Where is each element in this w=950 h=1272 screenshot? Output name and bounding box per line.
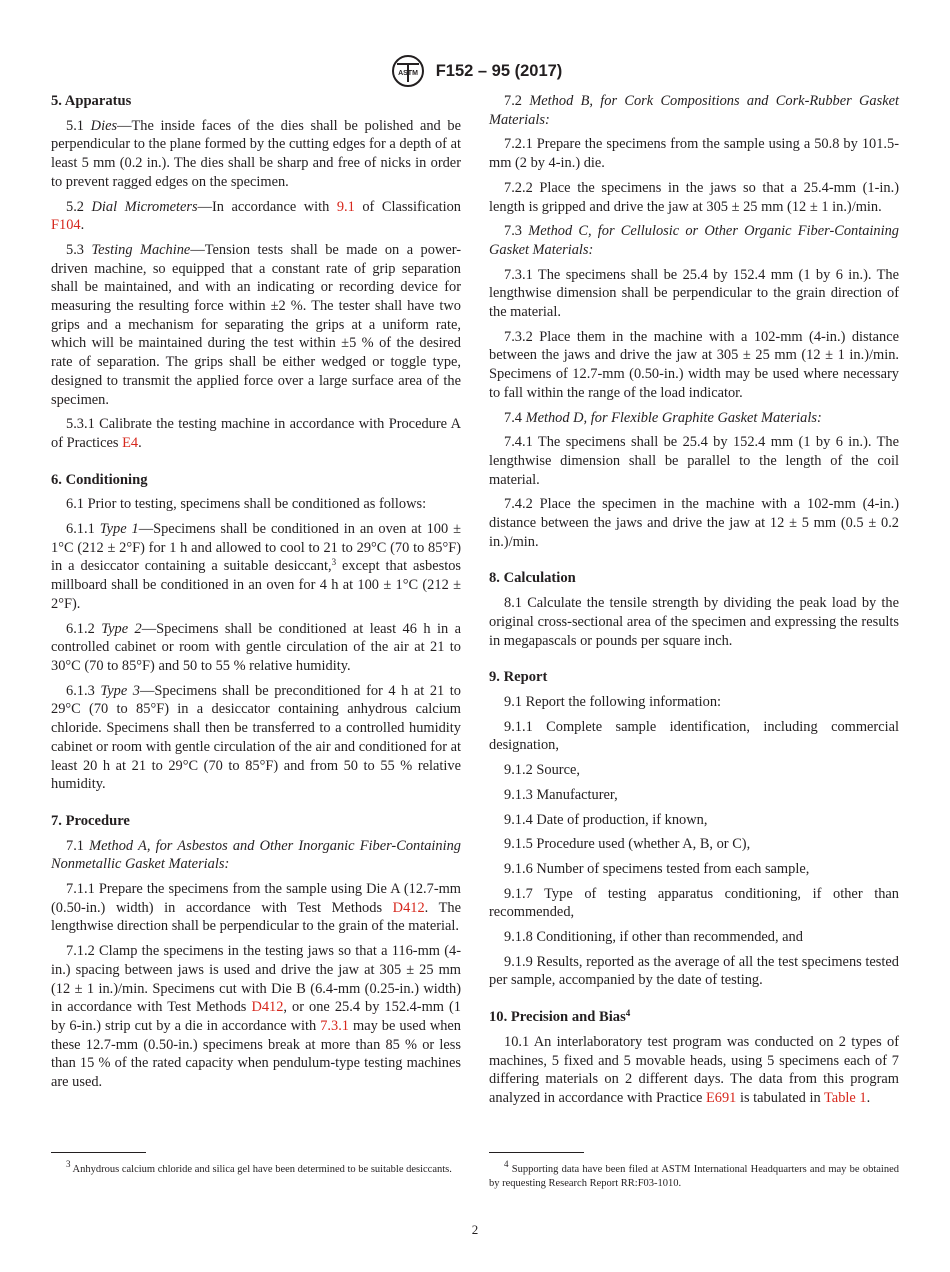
section-heading-calculation: 8. Calculation <box>489 570 576 587</box>
section-heading-precision-bias: 10. Precision and Bias$^4$ <box>489 1008 631 1026</box>
paragraph-7-1: 7.1 Method A, for Asbestos and Other Inorganic Fiber-Containing Nonmetallic Gasket Materials: <box>51 837 461 873</box>
paragraph-7-1-2: 7.1.2 Clamp the specimens in the testing jaws so that a 116-mm (4-in.) spacing between jaws is used and drive the jaw at 305 ± 25 mm (12 ± 1 in.)/min. Specimens cut with Die B (6.4-mm (0.25-in.) width) in accordance with Test Methods D412, or one 25.4 by 152.4-mm (1 by 6-in.) strip cut by a die in accordance with 7.3.1 may be used when these 12.7-mm (0.50-in.) specimens break at more than 85 % or less than 15 % of the rated capacity when pendulum-type testing machines are used. <box>51 943 461 1091</box>
section-heading-apparatus: 5. Apparatus <box>51 93 132 109</box>
section-heading-conditioning: 6. Conditioning <box>51 471 148 488</box>
paragraph-7-3-1: 7.3.1 The specimens shall be 25.4 by 152.4 mm (1 by 6 in.). The lengthwise dimension shall be perpendicular to the grain direction of the material. <box>489 266 899 321</box>
paragraph-5-2: 5.2 Dial Micrometers—In accordance with 9.1 of Classification F104. <box>51 198 461 234</box>
report-item: 9.1.2 Source, <box>504 762 580 779</box>
report-item: 9.1.4 Date of production, if known, <box>504 811 708 828</box>
paragraph-6-1-3: 6.1.3 Type 3—Specimens shall be preconditioned for 4 h at 21 to 29°C (70 to 85°F) in a desiccator containing anhydrous calcium chloride. Specimens shall then be transferred to a controlled humidity cabinet or room with gentle circulation of the air and conditioned for at least 20 h at 21 to 29°C (70 to 85°F) and from 50 to 55 % relative humidity. <box>51 682 461 793</box>
paragraph-7-4-2: 7.4.2 Place the specimen in the machine with a 102-mm (4-in.) distance between the jaws and drive the jaw at 12 ± 5 mm (0.5 ± 0.2 in.)/min. <box>489 496 899 550</box>
link-D412[interactable]: D412 <box>392 899 425 916</box>
footnote-4: $^4$ Supporting data have been filed at ASTM International Headquarters and may be obtained by requesting Research Report RR:F03-1010. <box>489 1159 899 1189</box>
report-item: 9.1.8 Conditioning, if other than recommended, and <box>504 929 803 946</box>
paragraph-7-2: 7.2 Method B, for Cork Compositions and Cork-Rubber Gasket Materials: <box>489 93 899 128</box>
paragraph-8-1: 8.1 Calculate the tensile strength by dividing the peak load by the original cross-sectional area of the specimen and expressing the results in megapascals or pounds per square inch. <box>489 595 899 649</box>
paragraph-7-3-2: 7.3.2 Place them in the machine with a 102-mm (4-in.) distance between the jaws and drive the jaw at 305 ± 25 mm (12 ± 1 in.)/min. Specimens of 12.7-mm (0.50-in.) width may be used where necessary to fall within the range of the load indicator. <box>489 328 899 401</box>
report-item: 9.1.5 Procedure used (whether A, B, or C), <box>504 836 751 853</box>
left-column <box>51 92 461 1098</box>
paragraph-5-1: 5.1 Dies—The inside faces of the dies shall be polished and be perpendicular to the plane formed by the cutting edges for a depth of at least 5 mm (0.2 in.). The dies shall be sharp and free of nicks in order to prevent ragged edges on the specimen. <box>51 117 461 190</box>
paragraph-7-4: 7.4 Method D, for Flexible Graphite Gasket Materials: <box>504 409 822 426</box>
link-D412-2[interactable]: D412 <box>251 999 284 1016</box>
paragraph-5-3-1: 5.3.1 Calibrate the testing machine in accordance with Procedure A of Practices E4. <box>51 416 461 451</box>
paragraph-10-1: 10.1 An interlaboratory test program was conducted on 2 types of machines, 5 fixed and 5 movable heads, using 5 specimens each of 7 differing materials on 2 different days. The data from this program analyzed in accordance with Practice E691 is tabulated in Table 1. <box>489 1033 899 1106</box>
page-header <box>0 54 950 88</box>
link-F104[interactable]: F104 <box>51 217 81 234</box>
paragraph-5-3: 5.3 Testing Machine—Tension tests shall be made on a power-driven machine, so equipped that a constant rate of grip separation shall be maintained, and with an indicating or recording device for measuring the resulting force within ±2 %. The tester shall have two grips and a mechanism for separating the grips at a uniform rate, which will be maintained during the test within ±5 % of the desired rate of separation. The grips shall be either wedged or toggle type, designed to transmit the applied force over a large surface area of the specimen. <box>51 241 462 408</box>
report-item: 9.1.6 Number of specimens tested from each sample, <box>504 860 810 877</box>
section-heading-report: 9. Report <box>489 669 548 686</box>
document-title: F152 – 95 (2017) <box>435 61 563 80</box>
link-E691[interactable]: E691 <box>705 1089 737 1106</box>
report-item: 9.1 Report the following information: <box>504 693 722 710</box>
right-column <box>489 92 899 1114</box>
svg-text:ASTM: ASTM <box>397 70 418 77</box>
footnote-3: $^3$ Anhydrous calcium chloride and silica gel have been determined to be suitable desiccants. <box>66 1159 452 1175</box>
footnote-ref-3[interactable]: 3 <box>331 557 337 568</box>
paragraph-7-2-2: 7.2.2 Place the specimens in the jaws so that a 25.4-mm (1-in.) length is gripped and drive the jaw at 305 ± 25 mm (12 ± 1 in.)/min. <box>489 179 899 215</box>
page-number: 2 <box>471 1222 479 1237</box>
paragraph-6-1: 6.1 Prior to testing, specimens shall be conditioned as follows: <box>66 496 427 513</box>
section-heading-procedure: 7. Procedure <box>51 812 130 829</box>
report-item: 9.1.7 Type of testing apparatus conditioning, if other than recommended, <box>489 885 899 921</box>
footnote-divider-right <box>489 1152 584 1153</box>
paragraph-7-4-1: 7.4.1 The specimens shall be 25.4 by 152.4 mm (1 by 6 in.). The lengthwise dimension shall be parallel to the length of the coil material. <box>489 434 899 488</box>
paragraph-7-1-1: 7.1.1 Prepare the specimens from the sample using Die A (12.7-mm (0.50-in.) width) in accordance with Test Methods D412. The lengthwise direction shall be perpendicular to the grain of the material. <box>51 881 461 935</box>
link-table-1[interactable]: Table 1 <box>824 1089 867 1106</box>
link-9-1[interactable]: 9.1 <box>336 198 355 215</box>
report-item: 9.1.1 Complete sample identification, including commercial designation, <box>489 718 899 754</box>
link-7-3-1[interactable]: 7.3.1 <box>320 1017 349 1034</box>
paragraph-7-3: 7.3 Method C, for Cellulosic or Other Organic Fiber-Containing Gasket Materials: <box>489 223 899 258</box>
report-item: 9.1.3 Manufacturer, <box>504 786 618 803</box>
paragraph-6-1-1: 6.1.1 Type 1—Specimens shall be conditioned in an oven at 100 ± 1°C (212 ± 2°F) for 1 h and allowed to cool to 21 to 29°C (70 to 85°F) in a desiccator containing a suitable desiccant,$^3$ except that asbestos millboard shall be conditioned in an oven for 4 h at 100 ± 1°C (212 ± 2°F). <box>51 521 461 612</box>
footnote-divider-left <box>51 1152 146 1153</box>
paragraph-7-2-1: 7.2.1 Prepare the specimens from the sample using a 50.8 by 101.5-mm (2 by 4-in.) die. <box>489 136 899 172</box>
astm-logo-icon <box>388 54 428 88</box>
paragraph-6-1-2: 6.1.2 Type 2—Specimens shall be conditioned at least 46 h in a controlled cabinet or room with gentle circulation of the air at 21 to 30°C (70 to 85°F) and 50 to 55 % relative humidity. <box>51 620 461 674</box>
footnote-ref-4[interactable]: 4 <box>625 1008 631 1019</box>
link-E4[interactable]: E4 <box>122 434 139 451</box>
report-item: 9.1.9 Results, reported as the average of all the test specimens tested per sample, accompanied by the date of testing. <box>489 953 899 989</box>
